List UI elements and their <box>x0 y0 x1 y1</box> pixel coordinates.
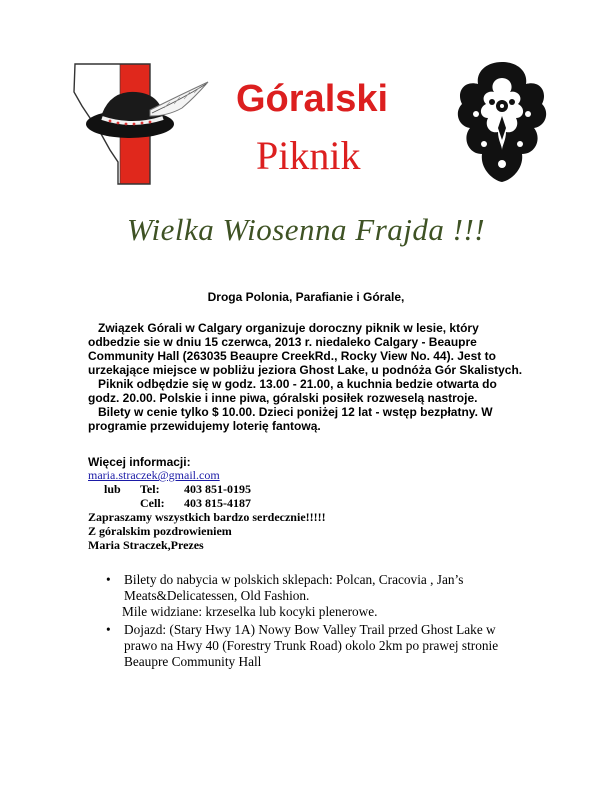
bullet-icon: • <box>106 622 111 637</box>
parzenica-ornament-icon <box>456 58 548 186</box>
cell-number: 403 815-4187 <box>184 496 251 510</box>
tel-number: 403 851-0195 <box>184 482 251 496</box>
letter-body <box>88 321 528 433</box>
closing-invitation: Zapraszamy wszystkich bardzo serdecznie!!!!! <box>88 510 326 524</box>
page-title: Góralski <box>236 78 389 120</box>
info-bullet-list <box>100 572 520 672</box>
letter-greeting: Droga Polonia, Parafianie i Górale, <box>207 290 405 304</box>
page-subtitle: Piknik <box>256 133 361 178</box>
tagline: Wielka Wiosenna Frajda !!! <box>126 212 486 247</box>
bullet-icon: • <box>106 572 111 587</box>
alberta-map-with-goral-hat-icon <box>70 62 215 190</box>
phone-or-label: lub <box>104 482 121 496</box>
tickets-note: Mile widziane: krzeselka lub kocyki plenerowe. <box>122 604 378 619</box>
paragraph-tickets: Bilety w cenie tylko $ 10.00. Dzieci poniżej 12 lat - wstęp bezpłatny. W programie przewidujemy loterię fantową. <box>88 405 493 433</box>
directions-info: Dojazd: (Stary Hwy 1A) Nowy Bow Valley Trail przed Ghost Lake w prawo na Hwy 40 (Forestry Trunk Road) okolo 2km po prawej stronie Beaupre Community Hall <box>124 622 499 669</box>
cell-label: Cell: <box>140 496 165 510</box>
contact-heading: Więcej informacji: <box>88 455 191 469</box>
contact-email-link[interactable]: maria.straczek@gmail.com <box>88 468 220 482</box>
tel-label: Tel: <box>140 482 160 496</box>
closing-greeting: Z góralskim pozdrowieniem <box>88 524 232 538</box>
paragraph-hours: Piknik odbędzie się w godz. 13.00 - 21.00, a kuchnia bedzie otwarta do godz. 20.00. Polskie i inne piwa, góralski posiłek rozweselą nastroje. <box>88 377 497 405</box>
list-item <box>100 572 520 620</box>
closing-signature: Maria Straczek,Prezes <box>88 538 204 552</box>
tickets-info: Bilety do nabycia w polskich sklepach: Polcan, Cracovia , Jan’s Meats&Delicatessen, Old Fashion. <box>124 572 464 603</box>
paragraph-event: Związek Górali w Calgary organizuje doroczny piknik w lesie, który odbedzie sie w dniu 15 czerwca, 2013 r. niedaleko Calgary - Beaupre Community Hall (263035 Beaupre CreekRd., Rocky View No. 44). Jest to urzekające miejsce w pobliżu jeziora Ghost Lake, u podnóża Gór Skalistych. <box>88 321 523 377</box>
list-item <box>100 622 520 670</box>
